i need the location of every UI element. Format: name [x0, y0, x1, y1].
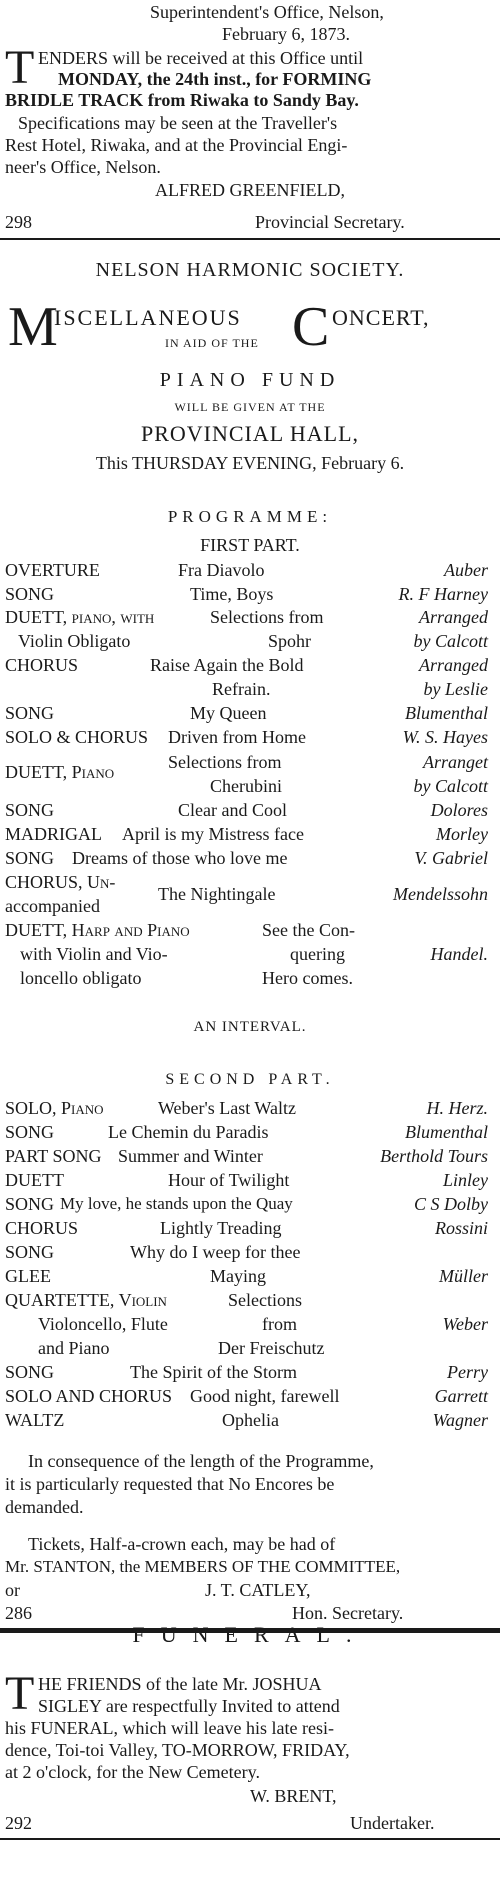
note-line: it is particularly requested that No Encores be — [5, 1474, 335, 1494]
item-title: Why do I weep for thee — [130, 1242, 301, 1262]
signer-title: Provincial Secretary. — [255, 212, 405, 232]
notice-line: MONDAY, the 24th inst., for FORMING — [58, 69, 372, 89]
item-kind-cont: accompanied — [5, 896, 100, 916]
item-kind: CHORUS, Un- — [5, 872, 116, 892]
item-title: Le Chemin du Paradis — [108, 1122, 269, 1142]
programme-item — [0, 655, 500, 703]
item-title: April is my Mistress face — [122, 824, 304, 844]
item-title: Hour of Twilight — [168, 1170, 290, 1190]
programme-item — [0, 1218, 500, 1242]
item-composer: Rossini — [434, 1218, 488, 1238]
item-composer: Handel. — [430, 944, 488, 964]
item-title: Driven from Home — [168, 727, 306, 747]
item-title: Weber's Last Waltz — [158, 1098, 296, 1118]
item-title: Selections from — [210, 607, 324, 627]
notice-line: Rest Hotel, Riwaka, and at the Provincial Engi- — [5, 135, 348, 155]
item-kind: PART SONG — [5, 1146, 102, 1166]
programme-item — [0, 1122, 500, 1146]
item-composer: Müller — [439, 1266, 488, 1286]
item-kind: DUETT, Harp and Piano — [5, 920, 190, 940]
item-title: Selections — [228, 1290, 302, 1310]
concert-date: This THURSDAY EVENING, February 6. — [95, 453, 405, 473]
concert-word: ISCELLANEOUS — [54, 305, 242, 330]
notice-line: neer's Office, Nelson. — [5, 157, 161, 177]
item-kind-cont: with Violin and Vio- — [20, 944, 168, 964]
programme-heading: PROGRAMME: — [167, 507, 333, 526]
item-kind: SONG — [5, 1362, 55, 1382]
programme-item — [0, 1410, 500, 1434]
item-kind: OVERTURE — [5, 560, 100, 580]
programme-item — [0, 752, 500, 800]
note-line: In consequence of the length of the Programme, — [28, 1451, 374, 1471]
item-kind-cont: and Piano — [38, 1338, 110, 1358]
item-title-cont: Cherubini — [210, 776, 282, 796]
programme-item — [0, 1362, 500, 1386]
notice-date: February 6, 1873. — [222, 24, 350, 44]
item-composer: H. Herz. — [426, 1098, 488, 1118]
first-part-heading: FIRST PART. — [200, 535, 300, 555]
in-aid-label: IN AID OF THE — [165, 336, 259, 350]
item-kind: SONG — [5, 584, 55, 604]
society-name: NELSON HARMONIC SOCIETY. — [95, 259, 405, 281]
notice-line: Specifications may be seen at the Traveller's — [18, 113, 338, 133]
item-kind: GLEE — [5, 1266, 51, 1286]
item-composer: Blumenthal — [405, 703, 488, 723]
item-composer: Linley — [443, 1170, 488, 1190]
item-title: The Spirit of the Storm — [130, 1362, 297, 1382]
item-title: Time, Boys — [190, 584, 274, 604]
item-kind: DUETT, piano, with — [5, 607, 155, 627]
drop-cap: C — [292, 296, 330, 358]
office-header: Superintendent's Office, Nelson, — [150, 2, 384, 22]
item-composer: W. S. Hayes — [402, 727, 488, 747]
notice-line: HE FRIENDS of the late Mr. JOSHUA — [38, 1674, 322, 1694]
item-composer: Blumenthal — [405, 1122, 488, 1142]
notice-number: 298 — [5, 212, 32, 232]
item-composer-cont: by Leslie — [423, 679, 488, 699]
programme-item — [0, 824, 500, 848]
divider — [0, 1838, 500, 1840]
item-kind: QUARTETTE, Violin — [5, 1290, 167, 1310]
programme-item — [0, 1242, 500, 1266]
item-kind: WALTZ — [5, 1410, 65, 1430]
funeral-heading: FUNERAL. — [132, 1622, 368, 1647]
item-composer-cont: by Calcott — [413, 776, 488, 796]
item-composer: Berthold Tours — [380, 1146, 488, 1166]
item-title-cont: from — [262, 1314, 297, 1334]
programme-item — [0, 703, 500, 727]
item-kind-cont: Violoncello, Flute — [38, 1314, 168, 1334]
item-kind: CHORUS — [5, 1218, 79, 1238]
item-title: Lightly Treading — [160, 1218, 282, 1238]
or-label: or — [5, 1580, 20, 1600]
item-composer: V. Gabriel — [414, 848, 488, 868]
programme-item — [0, 1098, 500, 1122]
item-composer: Mendelssohn — [393, 884, 488, 904]
item-composer: Auber — [444, 560, 488, 580]
notice-number: 292 — [5, 1813, 32, 1833]
signer-name: W. BRENT, — [250, 1786, 337, 1806]
item-composer: C S Dolby — [414, 1194, 488, 1214]
programme-item — [0, 560, 500, 584]
second-part-heading: SECOND PART. — [165, 1071, 335, 1088]
item-kind: SONG — [5, 800, 55, 820]
programme-item — [0, 1386, 500, 1410]
item-title: The Nightingale — [158, 884, 276, 904]
venue: PROVINCIAL HALL, — [140, 421, 360, 446]
drop-cap: T — [5, 41, 35, 94]
item-title-cont: quering — [290, 944, 345, 964]
notice-line: BRIDLE TRACK from Riwaka to Sandy Bay. — [5, 90, 359, 110]
item-title-cont: Der Freischutz — [218, 1338, 325, 1358]
programme-item — [0, 872, 500, 920]
tickets-line: Tickets, Half-a-crown each, may be had of — [28, 1534, 336, 1554]
item-title: Summer and Winter — [118, 1146, 263, 1166]
item-title: Fra Diavolo — [178, 560, 265, 580]
programme-item — [0, 1194, 500, 1218]
drop-cap: M — [8, 296, 58, 358]
item-composer: Wagner — [432, 1410, 488, 1430]
item-kind: SOLO AND CHORUS — [5, 1386, 173, 1406]
item-composer: Arranged — [419, 655, 488, 675]
programme-item — [0, 1146, 500, 1170]
signer-title: Undertaker. — [350, 1813, 435, 1833]
interval-heading: AN INTERVAL. — [193, 1019, 307, 1035]
item-title: Selections from — [168, 752, 282, 772]
item-title: Dreams of those who love me — [72, 848, 288, 868]
notice-line: at 2 o'clock, for the New Cemetery. — [5, 1762, 260, 1782]
programme-item — [0, 800, 500, 824]
item-kind: CHORUS — [5, 655, 79, 675]
item-composer: Dolores — [430, 800, 488, 820]
item-title: Maying — [210, 1266, 266, 1286]
programme-item — [0, 607, 500, 655]
notice-number: 286 — [5, 1603, 32, 1623]
item-kind: SOLO, Piano — [5, 1098, 104, 1118]
item-title: Raise Again the Bold — [150, 655, 304, 675]
signer-title: Hon. Secretary. — [292, 1603, 404, 1623]
item-kind: DUETT, Piano — [5, 762, 115, 782]
item-kind: SOLO & CHORUS — [5, 727, 149, 747]
programme-item — [0, 1290, 500, 1362]
item-composer: Morley — [436, 824, 488, 844]
item-title: My love, he stands upon the Quay — [60, 1194, 293, 1213]
item-title: Ophelia — [222, 1410, 279, 1430]
item-kind: SONG — [5, 1122, 55, 1142]
programme-item — [0, 848, 500, 872]
item-kind-cont: Violin Obligato — [18, 631, 131, 651]
item-composer: Garrett — [434, 1386, 488, 1406]
fund-name: PIANO FUND — [159, 369, 341, 391]
item-kind: DUETT — [5, 1170, 64, 1190]
item-composer: R. F Harney — [398, 584, 488, 604]
concert-word: ONCERT, — [332, 305, 430, 330]
item-title: My Queen — [190, 703, 267, 723]
item-composer: Weber — [442, 1314, 488, 1334]
tickets-line: Mr. STANTON, the MEMBERS OF THE COMMITTEE, — [5, 1557, 401, 1576]
programme-item — [0, 920, 500, 992]
divider — [0, 238, 500, 240]
note-line: demanded. — [5, 1497, 84, 1517]
item-composer-cont: by Calcott — [413, 631, 488, 651]
item-title: Clear and Cool — [178, 800, 287, 820]
item-title-cont: Spohr — [268, 631, 312, 651]
item-composer: Perry — [447, 1362, 488, 1382]
item-title-cont: Refrain. — [212, 679, 271, 699]
signer-name: J. T. CATLEY, — [205, 1580, 311, 1600]
notice-line: SIGLEY are respectfully Invited to attend — [38, 1696, 340, 1716]
will-be-label: WILL BE GIVEN AT THE — [174, 400, 326, 414]
programme-item — [0, 727, 500, 751]
item-kind: MADRIGAL — [5, 824, 102, 844]
item-kind: SONG — [5, 1194, 55, 1214]
item-kind: SONG — [5, 703, 55, 723]
notice-line: his FUNERAL, which will leave his late resi- — [5, 1718, 334, 1738]
programme-item — [0, 1266, 500, 1290]
item-composer: Arranget — [423, 752, 488, 772]
item-title-cont: Hero comes. — [262, 968, 353, 988]
drop-cap: T — [5, 1667, 35, 1720]
item-kind: SONG — [5, 848, 55, 868]
item-kind: SONG — [5, 1242, 55, 1262]
programme-item — [0, 1170, 500, 1194]
notice-line: dence, Toi-toi Valley, TO-MORROW, FRIDAY, — [5, 1740, 350, 1760]
signer-name: ALFRED GREENFIELD, — [155, 180, 345, 200]
item-composer: Arranged — [419, 607, 488, 627]
notice-line: ENDERS will be received at this Office until — [38, 48, 364, 68]
item-title: Good night, farewell — [190, 1386, 340, 1406]
item-title: See the Con- — [262, 920, 355, 940]
item-kind-cont: loncello obligato — [20, 968, 142, 988]
programme-item — [0, 584, 500, 608]
